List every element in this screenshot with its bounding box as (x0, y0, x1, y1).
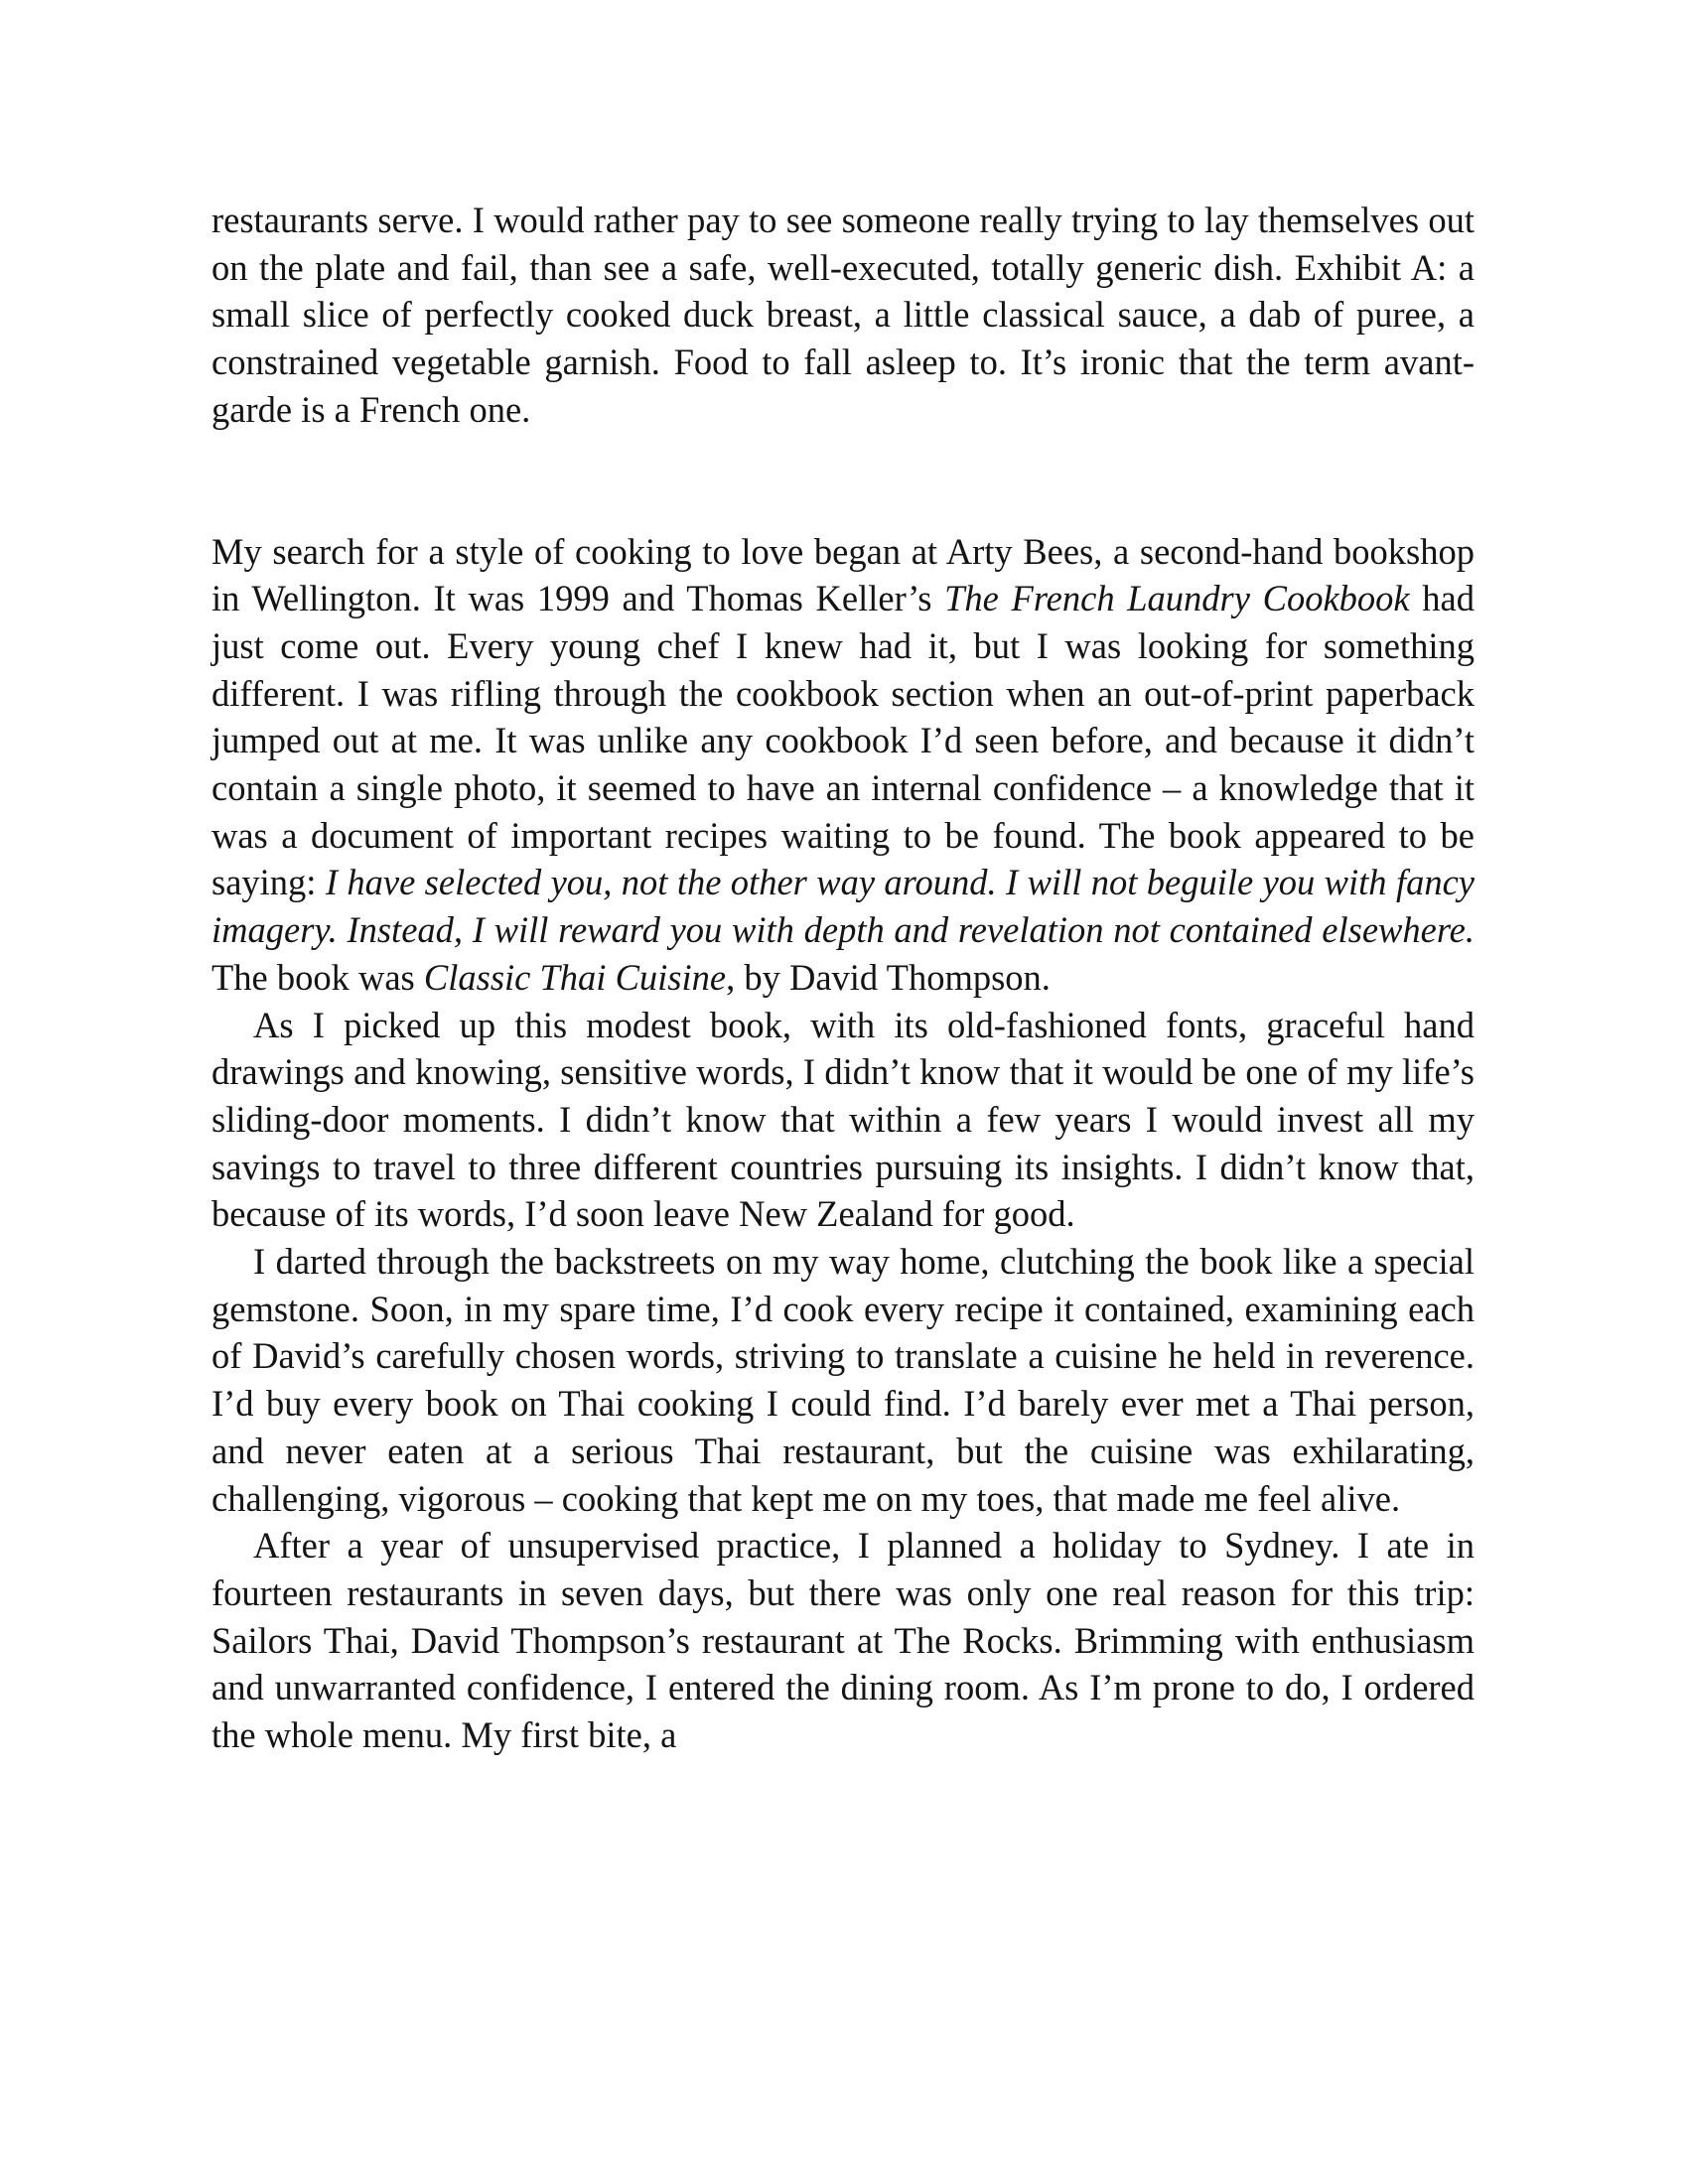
text-run: restaurants serve. I would rather pay to see someone really trying to lay themselves out on the plate and fail, than see a safe, well-executed, totally generic dish. Exhibit A: a small slice of perfectly cooked duck breast, a little classical sauce, a dab of puree, a constrained vegetable garnish. Food to fall asleep to. It’s ironic that the term avant-garde is a French one. (211, 200, 1475, 430)
paragraph-sydney-trip (211, 1522, 1475, 1759)
italic-text-run: I have selected you, not the other way around. I will not beguile you with fancy imagery. Instead, I will reward you with depth and revelation not contained elsewhere. (211, 862, 1475, 951)
paragraph-arty-bees (211, 528, 1475, 1002)
text-run: After a year of unsupervised practice, I planned a holiday to Sydney. I ate in fourteen restaurants in seven days, but there was only one real reason for this trip: Sailors Thai, David Thompson’s restaurant at The Rocks. Brimming with enthusiasm and unwarranted confidence, I entered the dining room. As I’m prone to do, I ordered the whole menu. My first bite, a (211, 1525, 1475, 1756)
paragraph-backstreets (211, 1238, 1475, 1522)
paragraph-modest-book (211, 1002, 1475, 1239)
text-run: As I picked up this modest book, with its old-fashioned fonts, graceful hand drawings and knowing, sensitive words, I didn’t know that it would be one of my life’s sliding-door moments. I didn’t know that within a few years I would invest all my savings to travel to three different countries pursuing its insights. I didn’t know that, because of its words, I’d soon leave New Zealand for good. (211, 1004, 1475, 1235)
section-break (211, 434, 1475, 528)
text-run: My search for a style of cooking to love began at Arty Bees, a second-hand bookshop in Wellington. It was 1999 and Thomas Keller’s (211, 530, 1475, 619)
italic-text-run: Classic Thai Cuisine (423, 956, 727, 998)
text-run: I darted through the backstreets on my way home, clutching the book like a special gemstone. Soon, in my spare time, I’d cook every recipe it contained, examining each of David’s carefully chosen words, striving to translate a cuisine he held in reverence. I’d buy every book on Thai cooking I could find. I’d barely ever met a Thai person, and never eaten at a serious Thai restaurant, but the cuisine was exhilarating, challenging, vigorous – cooking that kept me on my toes, that made me feel alive. (211, 1241, 1475, 1519)
italic-text-run: The French Laundry Cookbook (944, 578, 1410, 619)
text-run: had just come out. Every young chef I knew had it, but I was looking for something different. I was rifling through the cookbook section when an out-of-print paperback jumped out at me. It was unlike any cookbook I’d seen before, and because it didn’t contain a single photo, it seemed to have an internal confidence – a knowledge that it was a document of important recipes waiting to be found. The book appeared to be saying: (211, 578, 1475, 903)
text-run: The book was (211, 956, 424, 998)
page-body (211, 197, 1475, 1759)
text-run: , by David Thompson. (726, 956, 1051, 998)
paragraph-closing-previous (211, 197, 1475, 434)
